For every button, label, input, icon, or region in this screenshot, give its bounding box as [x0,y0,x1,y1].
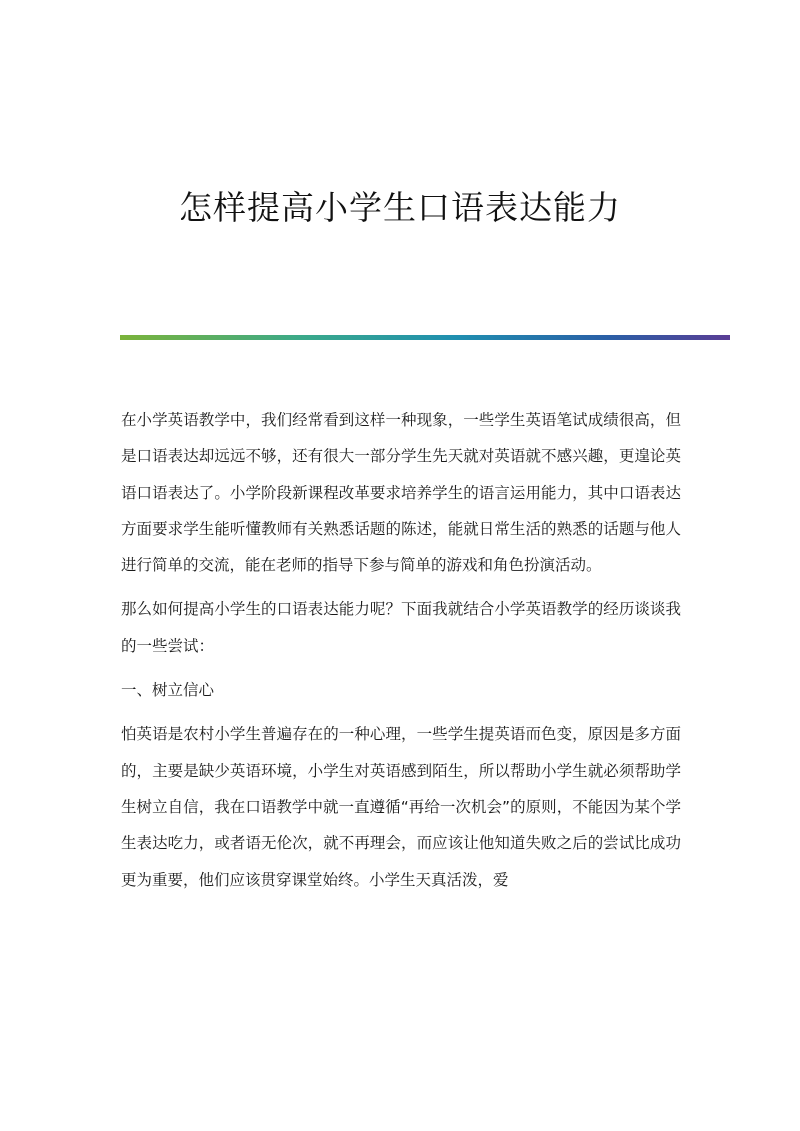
paragraph-section-1: 怕英语是农村小学生普遍存在的一种心理，一些学生提英语而色变，原因是多方面的，主要是缺少英语环境，小学生对英语感到陌生，所以帮助小学生就必须帮助学生树立自信，我在口语教学中就一直遵循“再给一次机会”的原则，不能因为某个学生表达吃力，或者语无伦次，就不再理会，而应该让他知道失败之后的尝试比成功更为重要，他们应该贯穿课堂始终。小学生天真活泼，爱 [121,725,681,889]
paragraph-question: 那么如何提高小学生的口语表达能力呢？下面我就结合小学英语教学的经历谈谈我的一些尝试： [121,600,681,655]
document-body [121,402,681,906]
paragraph-intro: 在小学英语教学中，我们经常看到这样一种现象，一些学生英语笔试成绩很高，但是口语表达却远远不够，还有很大一部分学生先天就对英语就不感兴趣，更遑论英语口语表达了。小学阶段新课程改革要求培养学生的语言运用能力，其中口语表达方面要求学生能听懂教师有关熟悉话题的陈述，能就日常生活的熟悉的话题与他人进行简单的交流，能在老师的指导下参与简单的游戏和角色扮演活动。 [121,411,681,575]
section-heading-1: 一、树立信心 [121,681,215,700]
title-divider [120,335,730,340]
document-title: 怎样提高小学生口语表达能力 [179,188,621,227]
